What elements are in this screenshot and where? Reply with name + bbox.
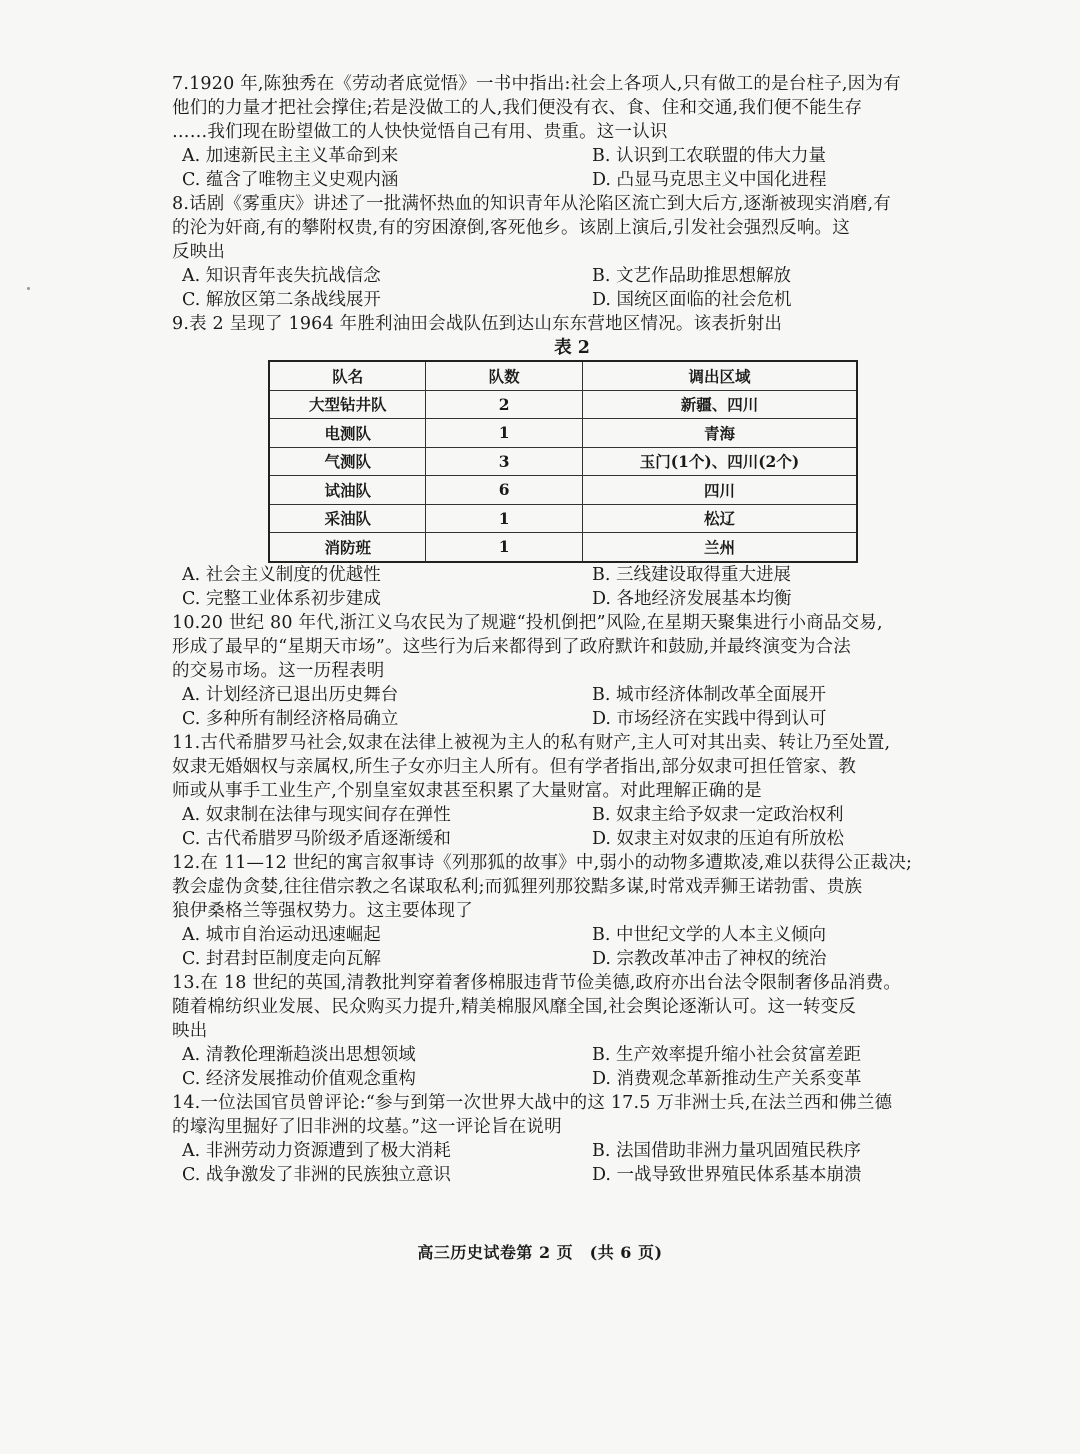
question-line: 映出 [172, 1020, 208, 1041]
option-a: A. 计划经济已退出历史舞台 [182, 684, 399, 705]
question-8 [172, 192, 962, 312]
table-row [269, 419, 857, 448]
options [172, 683, 962, 731]
option-d: D. 宗教改革冲击了神权的统治 [592, 948, 827, 969]
option-b: B. 认识到工农联盟的伟大力量 [592, 146, 826, 166]
option-a: A. 社会主义制度的优越性 [182, 564, 381, 585]
table-row [269, 390, 857, 419]
table-caption: 表 2 [554, 338, 590, 358]
option-b: B. 城市经济体制改革全面展开 [592, 684, 826, 705]
option-a: A. 奴隶制在法律与现实间存在弹性 [182, 804, 451, 825]
table-cell: 气测队 [269, 447, 426, 476]
table-header: 调出区域 [582, 361, 857, 390]
table-cell: 兰州 [582, 533, 857, 562]
question-line: 10.20 世纪 80 年代,浙江义乌农民为了规避“投机倒把”风险,在星期天聚集进行小商品交易, [172, 612, 883, 633]
table-cell: 2 [426, 390, 582, 419]
question-line: 7.1920 年,陈独秀在《劳动者底觉悟》一书中指出:社会上各项人,只有做工的是台柱子,因为有 [172, 74, 901, 94]
scan-dot [27, 287, 30, 290]
question-10 [172, 611, 962, 731]
option-a: A. 知识青年丧失抗战信念 [182, 266, 381, 286]
table-cell: 1 [426, 504, 582, 533]
table-cell: 6 [426, 476, 582, 505]
options [172, 803, 962, 851]
options [172, 563, 962, 611]
question-line: 他们的力量才把社会撑住;若是没做工的人,我们便没有衣、食、住和交通,我们便不能生存 [172, 98, 863, 118]
option-d: D. 国统区面临的社会危机 [592, 290, 792, 310]
question-line: 的交易市场。这一历程表明 [172, 660, 385, 681]
table-row [269, 533, 857, 562]
option-c: C. 蕴含了唯物主义史观内涵 [182, 170, 399, 190]
question-line: 奴隶无婚姻权与亲属权,所生子女亦归主人所有。但有学者指出,部分奴隶可担任管家、教 [172, 756, 857, 777]
question-line: 11.古代希腊罗马社会,奴隶在法律上被视为主人的私有财产,主人可对其出卖、转让乃至处置, [172, 732, 891, 753]
table-cell: 消防班 [269, 533, 426, 562]
option-b: B. 三线建设取得重大进展 [592, 564, 791, 585]
question-line: 13.在 18 世纪的英国,清教批判穿着奢侈棉服违背节俭美德,政府亦出台法令限制奢侈品消费。 [172, 972, 902, 993]
option-d: D. 凸显马克思主义中国化进程 [592, 170, 827, 190]
table-header-row [269, 361, 857, 390]
option-d: D. 消费观念革新推动生产关系变革 [592, 1068, 862, 1089]
options [172, 264, 962, 312]
table-cell: 大型钻井队 [269, 390, 426, 419]
option-d: D. 各地经济发展基本均衡 [592, 588, 792, 609]
question-line: 的沦为奸商,有的攀附权贵,有的穷困潦倒,客死他乡。该剧上演后,引发社会强烈反响。这 [172, 218, 850, 238]
question-line: 狼伊桑格兰等强权势力。这主要体现了 [172, 900, 473, 921]
question-9 [172, 312, 962, 611]
table-cell: 1 [426, 533, 582, 562]
question-line: 9.表 2 呈现了 1964 年胜利油田会战队伍到达山东东营地区情况。该表折射出 [172, 314, 783, 334]
table-cell: 试油队 [269, 476, 426, 505]
table-header: 队名 [269, 361, 426, 390]
options [172, 1139, 962, 1187]
table-row [269, 447, 857, 476]
option-a: A. 清教伦理渐趋淡出思想领域 [182, 1044, 416, 1065]
option-c: C. 古代希腊罗马阶级矛盾逐渐缓和 [182, 828, 451, 849]
option-c: C. 封君封臣制度走向瓦解 [182, 948, 381, 969]
question-line: 14.一位法国官员曾评论:“参与到第一次世界大战中的这 17.5 万非洲士兵,在法兰西和佛兰德 [172, 1092, 893, 1113]
option-a: A. 加速新民主主义革命到来 [182, 146, 399, 166]
option-c: C. 解放区第二条战线展开 [182, 290, 381, 310]
option-b: B. 法国借助非洲力量巩固殖民秩序 [592, 1140, 861, 1161]
question-7 [172, 72, 962, 192]
question-line: 的壕沟里掘好了旧非洲的坟墓。”这一评论旨在说明 [172, 1116, 562, 1137]
data-table [268, 360, 858, 563]
question-line: 8.话剧《雾重庆》讲述了一批满怀热血的知识青年从沦陷区流亡到大后方,逐渐被现实消磨,有 [172, 194, 891, 214]
table-cell: 1 [426, 419, 582, 448]
page-footer: 高三历史试卷第 2 页 (共 6 页) [417, 1243, 663, 1262]
question-line: 形成了最早的“星期天市场”。这些行为后来都得到了政府默许和鼓励,并最终演变为合法 [172, 636, 851, 657]
option-b: B. 文艺作品助推思想解放 [592, 266, 791, 286]
question-line: 师或从事手工业生产,个别皇室奴隶甚至积累了大量财富。对此理解正确的是 [172, 780, 762, 801]
question-11 [172, 731, 962, 851]
table-cell: 玉门(1个)、四川(2个) [582, 447, 857, 476]
table-cell: 新疆、四川 [582, 390, 857, 419]
questions-column [172, 72, 962, 1187]
table-row [269, 476, 857, 505]
question-line: 随着棉纺织业发展、民众购买力提升,精美棉服风靡全国,社会舆论逐渐认可。这一转变反 [172, 996, 857, 1017]
question-13 [172, 971, 962, 1091]
table-cell: 松辽 [582, 504, 857, 533]
options [172, 1043, 962, 1091]
option-d: D. 奴隶主对奴隶的压迫有所放松 [592, 828, 845, 849]
options [172, 923, 962, 971]
table-cell: 采油队 [269, 504, 426, 533]
option-d: D. 市场经济在实践中得到认可 [592, 708, 827, 729]
question-line: 12.在 11—12 世纪的寓言叙事诗《列那狐的故事》中,弱小的动物多遭欺凌,难以获得公正裁决; [172, 852, 913, 873]
option-d: D. 一战导致世界殖民体系基本崩溃 [592, 1164, 862, 1185]
option-b: B. 生产效率提升缩小社会贫富差距 [592, 1044, 861, 1065]
table-header: 队数 [426, 361, 582, 390]
option-c: C. 经济发展推动价值观念重构 [182, 1068, 416, 1089]
question-14 [172, 1091, 962, 1187]
option-c: C. 完整工业体系初步建成 [182, 588, 381, 609]
table-cell: 3 [426, 447, 582, 476]
options [172, 144, 962, 192]
question-line: ……我们现在盼望做工的人快快觉悟自己有用、贵重。这一认识 [172, 122, 668, 142]
table-cell: 电测队 [269, 419, 426, 448]
question-line: 反映出 [172, 242, 226, 262]
table-row [269, 504, 857, 533]
question-line: 教会虚伪贪婪,往往借宗教之名谋取私利;而狐狸列那狡黠多谋,时常戏弄狮王诺勃雷、贵族 [172, 876, 863, 897]
option-b: B. 奴隶主给予奴隶一定政治权利 [592, 804, 844, 825]
question-12 [172, 851, 962, 971]
option-b: B. 中世纪文学的人本主义倾向 [592, 924, 826, 945]
option-c: C. 战争激发了非洲的民族独立意识 [182, 1164, 451, 1185]
table-cell: 四川 [582, 476, 857, 505]
option-a: A. 非洲劳动力资源遭到了极大消耗 [182, 1140, 451, 1161]
table-cell: 青海 [582, 419, 857, 448]
option-c: C. 多种所有制经济格局确立 [182, 708, 399, 729]
option-a: A. 城市自治运动迅速崛起 [182, 924, 381, 945]
